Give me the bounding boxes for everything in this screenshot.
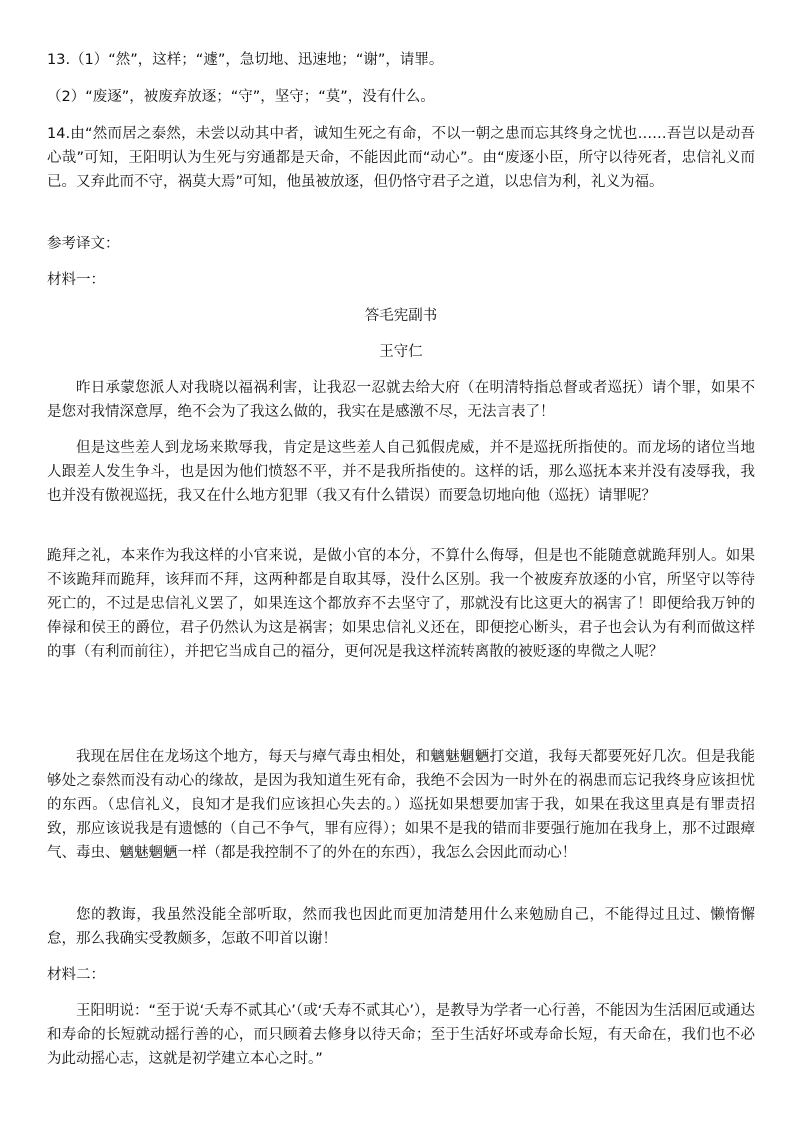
material2-label: 材料二： [47,967,105,983]
translation-paragraph-1: 昨日承蒙您派人对我晓以福祸利害，让我忍一忍就去给大府（在明清特指总督或者巡抚）请个罪，如果不是您对我情深意厚，绝不会为了我这么做的，我实在是感激不尽，无法言表了！ [47,380,755,420]
material2-paragraph: 王阳明说：“至于说‘夭寿不贰其心’（或‘夭寿不贰其心’），是教导为学者一心行善，不能因为生活困厄或通达和寿命的长短就动摇行善的心，而只顾着去修身以待天命；至于生活好坏或寿命长短，有天命在，我们也不必为此动摇心志，这就是初学建立本心之时。” [47,1003,755,1067]
answer-13-part1: 13.（1）“然”，这样；“遽”，急切地、迅速地；“谢”，请罪。 [47,52,444,68]
answer-14: 14.由“然而居之泰然，未尝以动其中者，诚知生死之有命，不以一朝之患而忘其终身之忧也……吾岂以是动吾心哉”可知，王阳明认为生死与穷通都是天命，不能因此而“动心”。由“废逐小臣，所守以待死者，忠信礼义而已。又弃此而不守，祸莫大焉”可知，他虽被放逐，但仍恪守君子之道，以忠信为利，礼义为福。 [47,126,755,190]
material1-label: 材料一： [47,272,105,288]
translation-paragraph-5: 您的教诲，我虽然没能全部听取，然而我也因此而更加清楚用什么来勉励自己，不能得过且过、懒惰懈怠，那么我确实受教颇多，怎敢不叩首以谢！ [47,907,755,947]
translation-paragraph-2: 但是这些差人到龙场来欺辱我，肯定是这些差人自己狐假虎威，并不是巡抚所指使的。而龙场的诸位当地人跟差人发生争斗，也是因为他们愤怒不平，并不是我所指使的。这样的话，那么巡抚本来并没有凌辱我，我也并没有傲视巡抚，我又在什么地方犯罪（我又有什么错误）而要急切地向他（巡抚）请罪呢？ [47,440,755,504]
translation-heading: 参考译文： [47,236,120,252]
letter-author: 王守仁 [379,344,423,360]
translation-paragraph-3: 跪拜之礼，本来作为我这样的小官来说，是做小官的本分，不算什么侮辱，但是也不能随意就跪拜别人。如果不该跪拜而跪拜，该拜而不拜，这两种都是自取其辱，没什么区别。我一个被废弃放逐的小官，所坚守以等待死亡的，不过是忠信礼义罢了，如果连这个都放弃不去坚守了，那就没有比这更大的祸害了！即便给我万钟的俸禄和侯王的爵位，君子仍然认为这是祸害；如果忠信礼义还在，即便挖心断头，君子也会认为有利而做这样的事（有利而前往），并把它当成自己的福分，更何况是我这样流转离散的被贬逐的卑微之人呢？ [47,548,755,660]
translation-paragraph-4: 我现在居住在龙场这个地方，每天与瘴气毒虫相处，和魑魅魍魉打交道，我每天都要死好几次。但是我能够处之泰然而没有动心的缘故，是因为我知道生死有命，我绝不会因为一时外在的祸患而忘记我终身应该担忧的东西。（忠信礼义，良知才是我们应该担心失去的。）巡抚如果想要加害于我，如果在我这里真是有罪责招致，那应该说我是有遗憾的（自己不争气，罪有应得）；如果不是我的错而非要强行施加在我身上，那不过跟瘴气、毒虫、魑魅魍魉一样（都是我控制不了的外在的东西），我怎么会因此而动心！ [47,749,755,861]
answer-13-part2: （2）“废逐”，被废弃放逐；“守”，坚守；“莫”，没有什么。 [47,89,435,105]
letter-title: 答毛宪副书 [364,308,438,324]
